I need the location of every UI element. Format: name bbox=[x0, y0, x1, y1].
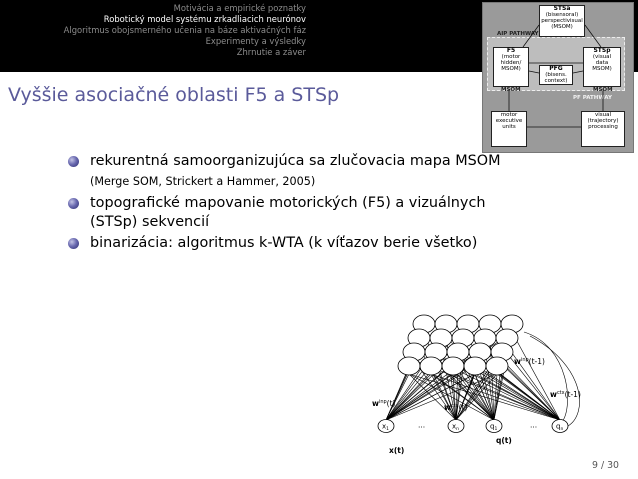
f5-box bbox=[493, 47, 529, 87]
bullet-item bbox=[66, 152, 536, 190]
nav-item[interactable]: Motivácia a empirické poznatky bbox=[173, 3, 306, 13]
map-neuron bbox=[486, 357, 508, 375]
aip-pathway-label: AIP PATHWAY bbox=[497, 31, 539, 37]
motor-units-box bbox=[491, 111, 527, 147]
map-neuron bbox=[442, 357, 464, 375]
stsa-box bbox=[539, 5, 585, 37]
q-vector-label: q(t) bbox=[496, 436, 512, 445]
page-number: 9 / 30 bbox=[592, 460, 620, 471]
bullet-marker-icon bbox=[68, 156, 79, 167]
f5-msom-label: MSOM bbox=[501, 87, 521, 93]
q-ellipsis: ··· bbox=[530, 423, 538, 432]
stsp-msom-label: MSOM bbox=[593, 87, 613, 93]
bullet-citation: (Merge SOM, Strickert a Hammer, 2005) bbox=[90, 175, 316, 188]
stsp-title: STSp bbox=[593, 47, 611, 54]
pfg-text: (bisens. context) bbox=[544, 72, 568, 84]
pf-pathway-label: PF PATHWAY bbox=[573, 95, 612, 101]
pfg-box bbox=[539, 65, 573, 85]
map-neuron bbox=[398, 357, 420, 375]
section-navigation bbox=[0, 3, 306, 58]
context-q1-label: $q_1$ bbox=[490, 422, 498, 432]
w-inp-feedback-arc bbox=[524, 332, 568, 422]
context-qn-label: $q_n$ bbox=[556, 422, 564, 432]
motor-units-text: motor executive units bbox=[495, 112, 523, 130]
bullet-text: topografické mapovanie motorických (F5) a vizuálnych (STSp) sekvencií bbox=[90, 195, 486, 230]
bullet-text: binarizácia: algoritmus k-WTA (k víťazov berie všetko) bbox=[90, 235, 478, 251]
bullet-marker-icon bbox=[68, 198, 79, 209]
slide-title: Vyššie asociačné oblasti F5 a STSp bbox=[8, 84, 340, 106]
w-inp-t-label: $w^{inp}(t)$ bbox=[372, 399, 396, 408]
weight-connection bbox=[431, 374, 456, 420]
brain-pathways-figure bbox=[482, 2, 634, 153]
input-x1-label: $x_1$ bbox=[382, 422, 390, 432]
pfg-title: PFG bbox=[549, 65, 563, 72]
map-neuron bbox=[464, 357, 486, 375]
bullet-text: rekurentná samoorganizujúca sa zlučovacia mapa MSOM bbox=[90, 153, 501, 169]
f5-text: (motor hidden/ MSOM) bbox=[500, 54, 522, 72]
nav-item[interactable]: Robotický model systému zrkadliacich neurónov bbox=[103, 14, 306, 25]
x-ellipsis: ··· bbox=[418, 423, 426, 432]
bullet-list bbox=[66, 152, 536, 255]
visual-processing-box bbox=[581, 111, 625, 147]
weight-connection bbox=[386, 374, 431, 420]
stsp-box bbox=[583, 47, 621, 87]
x-vector-label: x(t) bbox=[389, 446, 405, 455]
visual-processing-text: visual (trajectory) processing bbox=[587, 112, 619, 130]
bullet-marker-icon bbox=[68, 238, 79, 249]
input-xn-label: $x_n$ bbox=[452, 422, 460, 432]
map-neuron bbox=[420, 357, 442, 375]
msom-network-diagram bbox=[364, 296, 604, 458]
nav-item[interactable]: Experimenty a výsledky bbox=[205, 36, 306, 47]
nav-item[interactable]: Algoritmus obojsmerného učenia na báze aktivačných fáz bbox=[63, 25, 306, 36]
w-ctx-prev-label: $w^{ctx}(t-1)$ bbox=[550, 390, 581, 399]
nav-item[interactable]: Zhrnutie a záver bbox=[236, 47, 306, 58]
stsp-text: (visual data MSOM) bbox=[592, 54, 612, 72]
bullet-item bbox=[66, 234, 536, 253]
stsa-title: STSa bbox=[553, 5, 571, 12]
stsa-text: (bisensoral) perspectivisual (MSOM) bbox=[541, 12, 583, 30]
bullet-item bbox=[66, 194, 536, 232]
f5-title: F5 bbox=[506, 47, 516, 54]
w-inp-prev-label: $w^{inp}(t-1)$ bbox=[514, 357, 545, 366]
w-ctx-t-label: $w^{ctx}(t)$ bbox=[444, 403, 468, 412]
